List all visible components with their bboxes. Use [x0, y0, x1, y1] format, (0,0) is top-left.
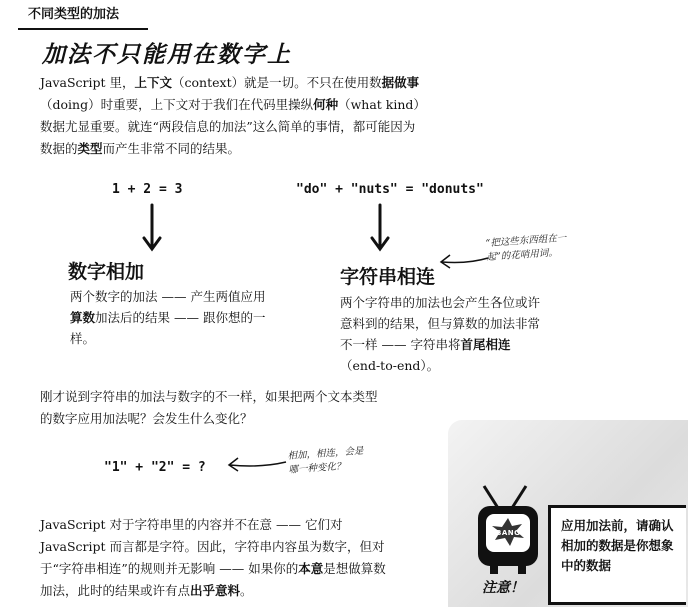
question-paragraph: 刚才说到字符串的加法与数字的不一样，如果把两个文本类型的数字应用加法呢？会发生什么变化？	[40, 389, 378, 426]
explanation-paragraph: JavaScript 对于字符串里的内容并不在意 —— 它们对 JavaScript 而言都是字符。因此，字符串内容虽为数字，但对于“字符串相连”的规则并无影响 —— 如果你的本意是想做算数加法，此时的结果或许有点出乎意料。	[40, 517, 386, 598]
string-body: 两个字符串的加法也会产生各位或许意料到的结果，但与算数的加法非常不一样 —— 字符串将首尾相连（end-to-end）。	[340, 295, 541, 373]
tv-badge: BANG!	[496, 529, 525, 537]
caution-label: 注意！	[482, 580, 524, 596]
string-heading: 字符串相连	[340, 266, 436, 288]
handwritten-note: “把这些东西组在一起”的花哨用词。	[485, 232, 567, 264]
numeric-code: 1 + 2 = 3	[112, 182, 183, 197]
left-arrow-icon	[226, 454, 288, 474]
section-label: 不同类型的加法	[18, 4, 148, 30]
numeric-heading: 数字相加	[68, 261, 145, 283]
down-arrow-icon	[368, 203, 392, 253]
down-arrow-icon	[140, 203, 164, 253]
string-code: "do" + "nuts" = "donuts"	[296, 182, 484, 197]
intro-paragraph: JavaScript 里，上下文（context）就是一切。不只在使用数据做事（doing）时重要，上下文对于我们在代码里操纵何种（what kind）数据尤显重要。就连“两段信息的加法”这么简单的事情，都可能因为数据的类型而产生非常不同的结果。	[40, 75, 420, 156]
left-arrow-icon	[438, 250, 490, 270]
numeric-body: 两个数字的加法 —— 产生两值应用算数加法后的结果 —— 跟你想的一样。	[70, 289, 266, 346]
note-box: 应用加法前，请确认相加的数据是你想象中的数据	[548, 505, 686, 605]
handwritten-note: 相加，相连，会是哪一种变化？	[287, 445, 364, 476]
mixed-code: "1" + "2" = ?	[104, 460, 206, 475]
page-title: 加法不只能用在数字上	[42, 42, 292, 68]
